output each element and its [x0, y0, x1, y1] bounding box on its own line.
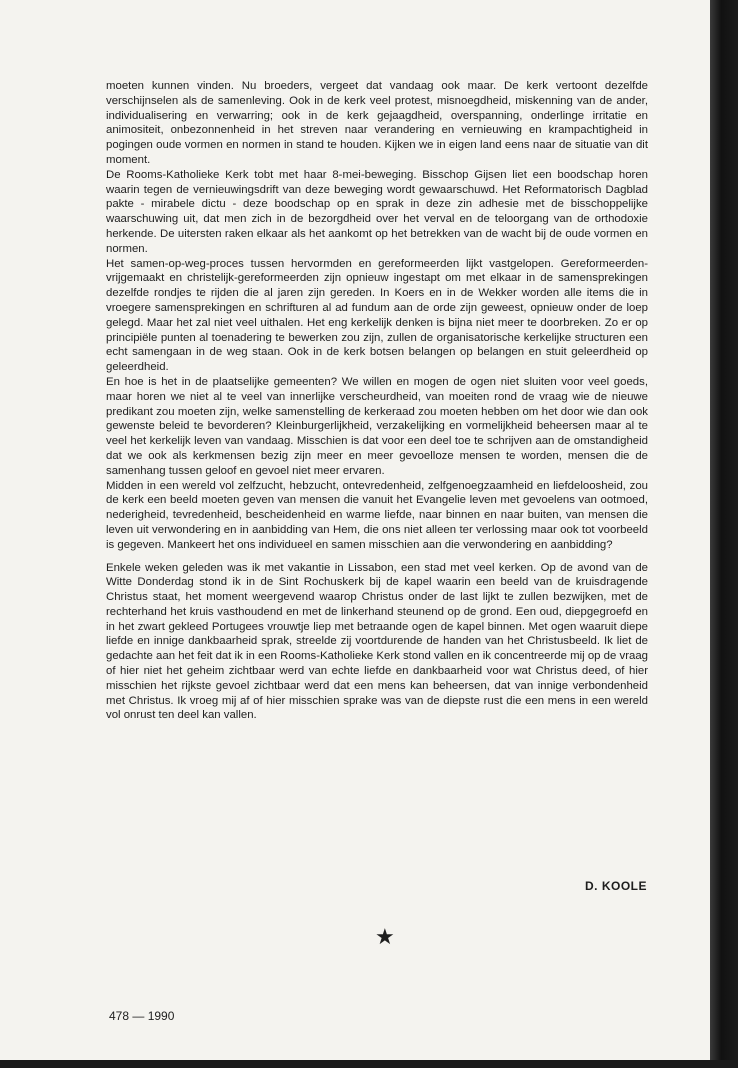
- paragraph-3: Het samen-op-weg-proces tussen hervormden en gereformeerden lijkt vastgelopen. Gereformeerden-vrijgemaakt en christelijk-gereformeerden zijn opnieuw ingestapt om met elkaar in de samensprekingen dezelfde rondjes te rijden die al jaren zijn gereden. In Koers en in de Wekker worden alle items die in vroegere samensprekingen en schrifturen al ad fundum aan de orde zijn geweest, opnieuw onder de loep gelegd. Maar het zal niet veel uithalen. Het eng kerkelijk denken is bijna niet meer te doorbreken. Zo er op principiële punten al toenadering te bewerken zou zijn, zullen de organisatorische kerkelijke structuren een echt samengaan in de weg staan. Ook in de kerk botsen belangen op belangen en stuit geleerdheid op geleerdheid.: [106, 257, 648, 374]
- article-body: [106, 79, 648, 723]
- paragraph-4: En hoe is het in de plaatselijke gemeenten? We willen en mogen de ogen niet sluiten voor veel goeds, maar horen we niet al te veel van innerlijke verscheurdheid, van moeiten rond de vraag wie de nieuwe predikant zou moeten zijn, welke samenstelling de kerkeraad zou moeten hebben om het door wie dan ook gewenste beleid te bevorderen? Kleinburgerlijkheid, verzakelijking en vormelijkheid beheersen maar al te veel het kerkelijk leven van vandaag. Misschien is dat voor een deel toe te schrijven aan de omstandigheid dat we ook als kerkmensen bezig zijn meer en meer gevoelloze mensen te worden, mensen die de samenhang tussen geloof en gevoel niet meer ervaren.: [106, 375, 648, 477]
- page-edge-shadow: [710, 0, 738, 1068]
- paragraph-1: moeten kunnen vinden. Nu broeders, vergeet dat vandaag ook maar. De kerk vertoont dezelfde verschijnselen als de samenleving. Ook in de kerk veel protest, misnoegdheid, miskenning van de ander, individualisering en verwarring; ook in de kerk gejaagdheid, overspanning, onderlinge irritatie en animositeit, onbezonnenheid in het streven naar verandering en vernieuwing en krampachtigheid in pogingen oude vormen en normen in stand te houden. Kijken we in eigen land eens naar de situatie van dit moment.: [106, 80, 648, 166]
- paragraph-6: Enkele weken geleden was ik met vakantie in Lissabon, een stad met veel kerken. Op de avond van de Witte Donderdag stond ik in de Sint Rochuskerk bij de kapel waarin een beeld van de kruisdragende Christus staat, het moment weergevend waarop Christus onder de last lijkt te zullen bezwijken, met de rechterhand het kruis vasthoudend en met de linkerhand steunend op de grond. Een oud, diepgegroefd en in het zwart gekleed Portugees vrouwtje liep met betraande ogen de kapel binnen. Met ogen waaruit diepe liefde en innige dankbaarheid sprak, streelde zij voortdurende de handen van het Christusbeeld. Ik liet de gedachte aan het feit dat ik in een Rooms-Katholieke Kerk stond vallen en ik concentreerde mij op de vraag of hier niet het geheim zichtbaar werd van echte liefde en dankbaarheid voor wat Christus deed, of hier misschien het rijkste gevoel zichtbaar werd dat een mens kan beheersen, dat van innige verbondenheid met Christus. Ik vroeg mij af of hier misschien sprake was van de diepste rust die een mens in een wereld vol onrust ten deel kan vallen.: [106, 561, 649, 722]
- page-number: 478 — 1990: [109, 1009, 175, 1023]
- author-signature: D. KOOLE: [584, 879, 647, 893]
- paragraph-2: De Rooms-Katholieke Kerk tobt met haar 8-mei-beweging. Bisschop Gijsen liet een boodschap horen waarin tegen de vernieuwingsdrift van deze beweging wordt gewaarschuwd. Het Reformatorisch Dagblad pakte - mirabele dictu - deze boodschap op en sprak in deze zin adhesie met de bisschoppelijke waarschuwing uit, dat men zich in de bezorgdheid over het verval en de teloorgang van de orthodoxie herkende. De uitersten raken elkaar als het aankomt op het betrekken van de wacht bij de oude vormen en normen.: [106, 168, 648, 255]
- star-ornament: ★: [375, 924, 395, 949]
- paragraph-5: Midden in een wereld vol zelfzucht, hebzucht, ontevredenheid, zelfgenoegzaamheid en liefdeloosheid, zou de kerk een beeld moeten geven van mensen die vanuit het Evangelie leven met gevoelens van ootmoed, nederigheid, tevredenheid, bescheidenheid en warme liefde, naar binnen en naar buiten, van mensen die leven uit verwondering en in aanbidding van Hem, die ons niet alleen ter verlossing maar ook tot voorbeeld is gegeven. Mankeert het ons individueel en samen misschien aan die verwondering en aanbidding?: [106, 479, 648, 551]
- page-bottom-edge: [0, 1060, 738, 1068]
